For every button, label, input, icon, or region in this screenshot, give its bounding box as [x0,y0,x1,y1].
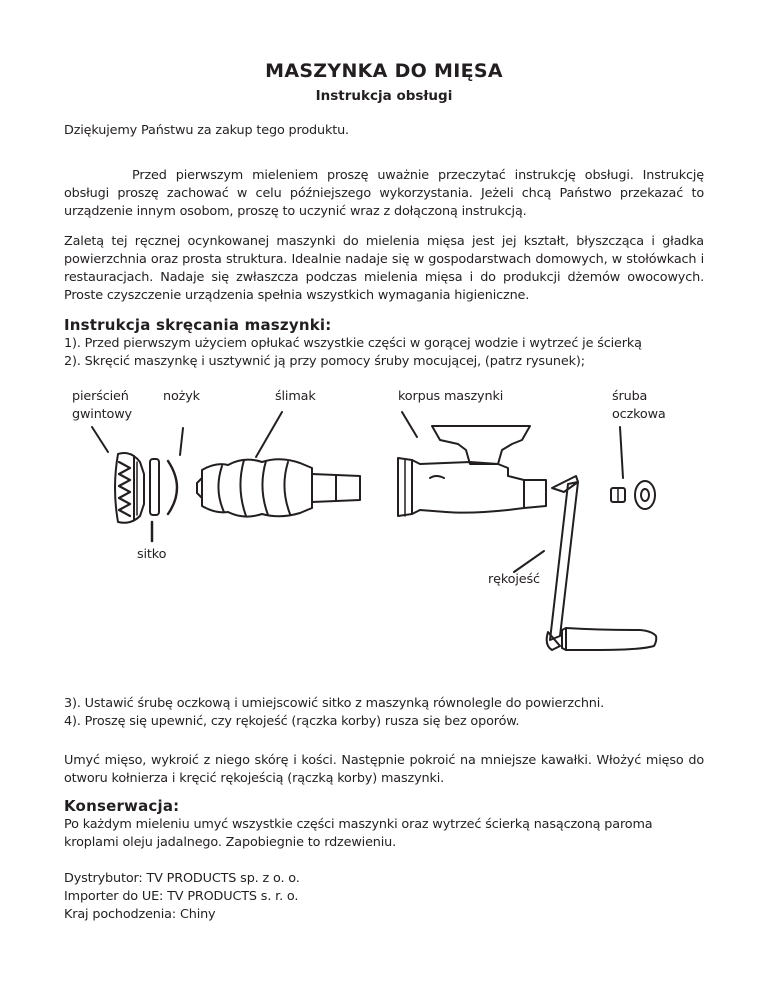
intro-paragraph: Przed pierwszym mieleniem proszę uważnie przeczytać instrukcję obsługi. Instrukcję obsługi proszę zachować w celu późniejszego wykorzystania. Jeżeli chcą Państwo przekazać to urządzenie innym osobom, proszę to uczynić wraz z dołączoną instrukcją. [64,168,704,219]
maintenance-heading: Konserwacja: [64,797,180,815]
assembly-step-2: 2). Skręcić maszynkę i usztywnić ją przy pomocy śruby mocującej, (patrz rysunek); [64,354,585,369]
footer-origin: Kraj pochodzenia: Chiny [64,907,216,922]
label-body: korpus maszynki [398,389,504,404]
leader-line-screw [256,412,282,457]
leader-line-body [402,412,417,437]
maintenance-paragraph: Po każdym mieleniu umyć wszystkie części maszynki oraz wytrzeć ścierką nasączoną paroma kroplami oleju jadalnego. Zapobiegnie to rdzewieniu. [64,817,653,850]
leader-line-eyebolt [620,427,623,478]
label-knife: nożyk [163,389,200,404]
assembly-step-1: 1). Przed pierwszym użyciem opłukać wszystkie części w gorącej wodzie i wytrzeć je ścierką [64,336,642,351]
assembly-step-4: 4). Proszę się upewnić, czy rękojeść (rączka korby) rusza się bez oporów. [64,714,520,729]
leader-line-ring [92,427,108,452]
thanks-paragraph: Dziękujemy Państwu za zakup tego produktu. [64,123,349,138]
description-paragraph: Zaletą tej ręcznej ocynkowanej maszynki do mielenia mięsa jest jej kształt, błyszcząca i gładka powierzchnia oraz prosta struktura. Idealnie nadaje się w gospodarstwach domowych, w stołówkach i restauracjach. Nadaje się zwłaszcza podczas mielenia mięsa i do produkcji dżemów owocowych. Proste czyszczenie urządzenia spełnia wszystkich wymagania higieniczne. [64,234,704,303]
screw-worm-part [197,459,360,516]
eye-bolt-part [611,481,655,509]
crank-handle-part [547,476,657,650]
label-sieve: sitko [137,547,167,562]
leader-line-knife [180,428,183,455]
label-screw: ślimak [275,389,316,404]
assembly-step-3: 3). Ustawić śrubę oczkową i umiejscowić sitko z maszynką równolegle do powierzchni. [64,696,605,711]
page-subtitle: Instrukcja obsługi [315,88,453,104]
knife-part [168,461,177,514]
footer-distributor: Dystrybutor: TV PRODUCTS sp. z o. o. [64,871,300,886]
grinder-body-part [398,426,546,516]
footer-importer: Importer do UE: TV PRODUCTS s. r. o. [64,889,299,904]
label-ring-line2: gwintowy [72,407,132,422]
usage-paragraph: Umyć mięso, wykroić z niego skórę i kości. Następnie pokroić na mniejsze kawałki. Włożyć mięso do otworu kołnierza i kręcić rękojeścią (rączką korby) maszynki. [64,753,704,786]
assembly-heading: Instrukcja skręcania maszynki: [64,316,332,334]
label-eyebolt-line1: śruba [612,389,648,404]
label-ring-line1: pierścień [72,389,129,404]
threaded-ring-part [115,453,144,523]
label-eyebolt-line2: oczkowa [612,407,666,422]
label-handle: rękojeść [488,572,540,587]
leader-line-handle [514,551,544,572]
sieve-plate-part [150,459,159,515]
page-title: MASZYNKA DO MIĘSA [265,60,503,82]
